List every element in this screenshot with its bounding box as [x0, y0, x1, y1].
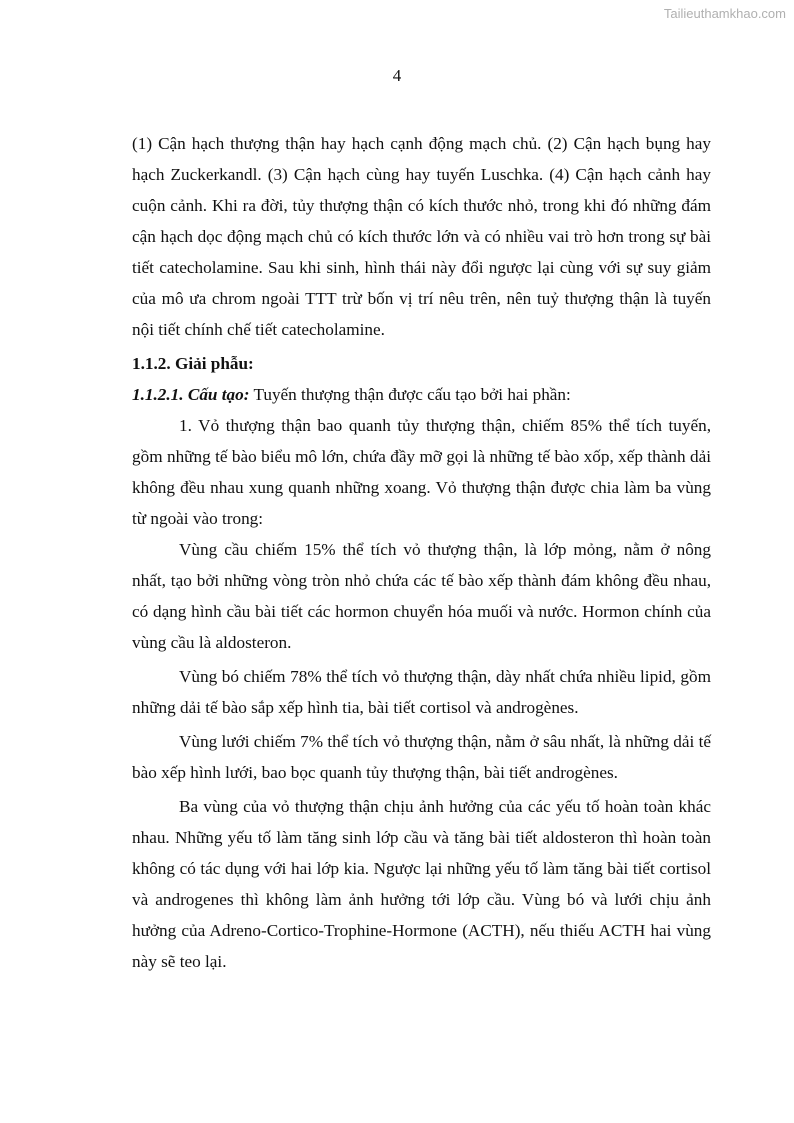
subsection-text: Tuyến thượng thận được cấu tạo bởi hai phần: — [249, 385, 571, 404]
section-heading: 1.1.2. Giải phẫu: — [132, 354, 254, 373]
subsection-label: 1.1.2.1. Cấu tạo: — [132, 385, 250, 404]
paragraph-cortex: 1. Vỏ thượng thận bao quanh tủy thượng thận, chiếm 85% thể tích tuyến, gồm những tế bào biểu mô lớn, chứa đầy mỡ gọi là những tế bào xốp, xếp thành dải không đều nhau xung quanh những xoang. Vỏ thượng thận được chia làm ba vùng từ ngoài vào trong: — [132, 416, 711, 528]
document-body — [132, 128, 711, 977]
subsection-line — [132, 379, 711, 410]
watermark: Tailieuthamkhao.com — [663, 6, 786, 21]
intro-paragraph: (1) Cận hạch thượng thận hay hạch cạnh động mạch chủ. (2) Cận hạch bụng hay hạch Zuckerkandl. (3) Cận hạch cùng hay tuyến Luschka. (4) Cận hạch cảnh hay cuộn cảnh. Khi ra đời, tủy thượng thận có kích thước nhỏ, trong khi đó những đám cận hạch dọc động mạch chủ có kích thước lớn và có nhiều vai trò hơn trong sự bài tiết catecholamine. Sau khi sinh, hình thái này đổi ngược lại cùng với sự suy giảm của mô ưa chrom ngoài TTT trừ bốn vị trí nêu trên, nên tuỷ thượng thận là tuyến nội tiết chính chế tiết catecholamine. — [132, 134, 711, 339]
paragraph-zona-glomerulosa: Vùng cầu chiếm 15% thể tích vỏ thượng thận, là lớp mỏng, nằm ở nông nhất, tạo bởi những vòng tròn nhỏ chứa các tế bào xếp thành đám không đều nhau, có dạng hình cầu bài tiết các hormon chuyển hóa muối và nước. Hormon chính của vùng cầu là aldosteron. — [132, 540, 711, 652]
page-number: 4 — [392, 66, 402, 85]
paragraph-zona-fasciculata: Vùng bó chiếm 78% thể tích vỏ thượng thận, dày nhất chứa nhiều lipid, gồm những dải tế bào sắp xếp hình tia, bài tiết cortisol và androgènes. — [132, 667, 711, 717]
paragraph-zona-reticularis: Vùng lưới chiếm 7% thể tích vỏ thượng thận, nằm ở sâu nhất, là những dải tế bào xếp hình lưới, bao bọc quanh tủy thượng thận, bài tiết androgènes. — [132, 732, 711, 782]
paragraph-three-zones: Ba vùng của vỏ thượng thận chịu ảnh hưởng của các yếu tố hoàn toàn khác nhau. Những yếu tố làm tăng sinh lớp cầu và tăng bài tiết aldosteron thì hoàn toàn không có tác dụng với hai lớp kia. Ngược lại những yếu tố làm tăng bài tiết cortisol và androgenes thì không làm ảnh hưởng tới lớp cầu. Vùng bó và lưới chịu ảnh hưởng của Adreno-Cortico-Trophine-Hormone (ACTH), nếu thiếu ACTH hai vùng này sẽ teo lại. — [132, 797, 711, 971]
